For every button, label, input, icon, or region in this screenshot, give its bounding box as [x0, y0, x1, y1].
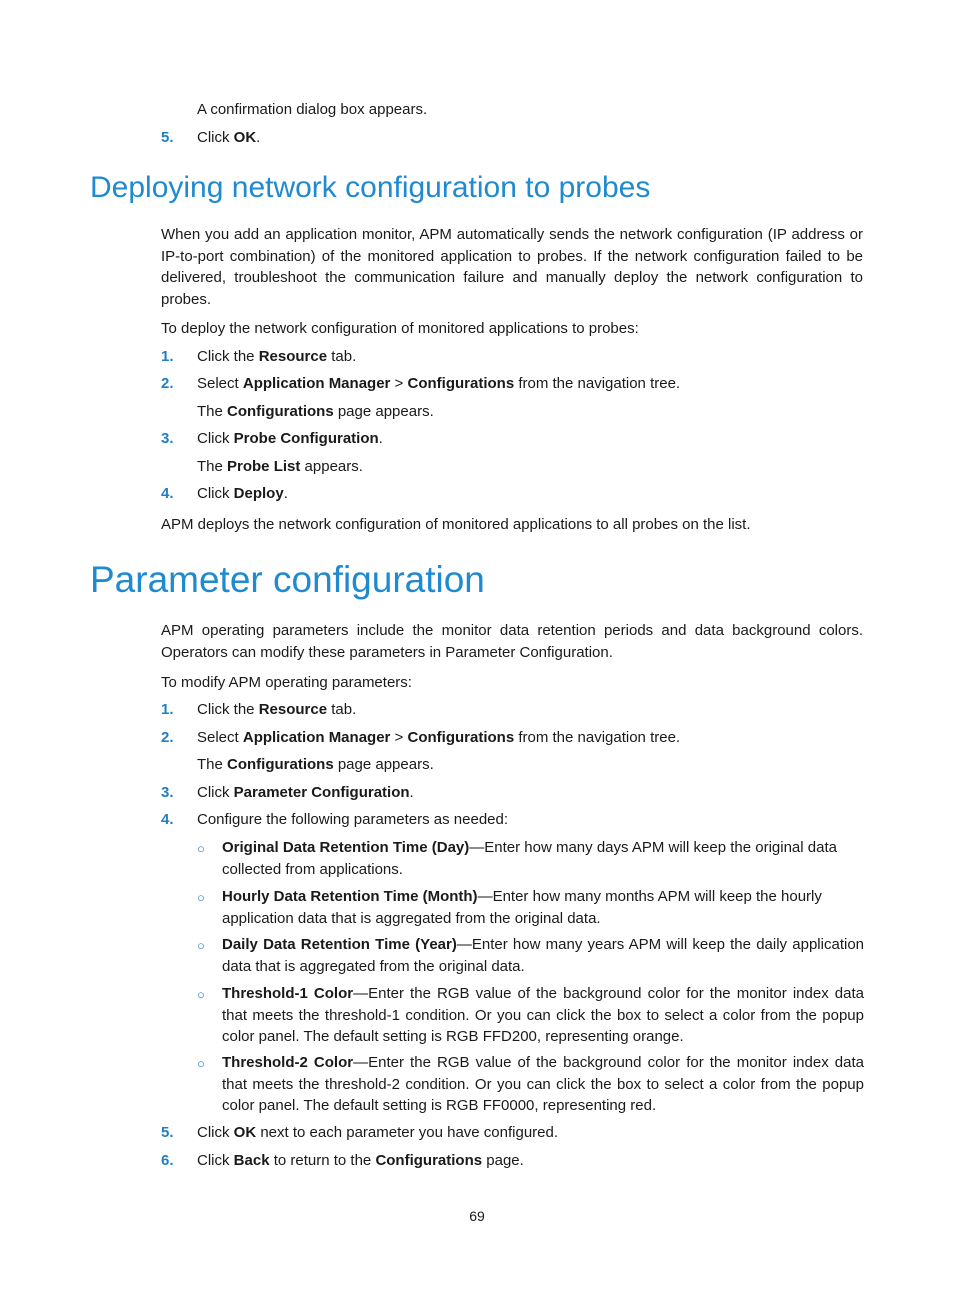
- bullet-circle-icon: ○: [197, 1056, 205, 1071]
- parameter-item: Threshold-2 Color—Enter the RGB value of the background color for the monitor index data that meets the threshold-2 condition. Or you can click the box to select a color from the popup color panel. The default setting is RGB FF0000, representing red.: [222, 1054, 865, 1114]
- closing-paragraph: APM deploys the network configuration of monitored applications to all probes on the list.: [161, 516, 751, 533]
- bullet-circle-icon: ○: [197, 890, 205, 905]
- confirmation-note: A confirmation dialog box appears.: [197, 101, 428, 118]
- bullet-circle-icon: ○: [197, 938, 205, 953]
- procedure-lead: To modify APM operating parameters:: [161, 674, 412, 691]
- step-number: 5.: [161, 129, 174, 146]
- step-number: 3.: [161, 784, 174, 801]
- bullet-circle-icon: ○: [197, 987, 205, 1002]
- section-paragraph: APM operating parameters include the monitor data retention periods and data background colors. Operators can modify these parameters in Parameter Configuration.: [161, 622, 863, 661]
- parameter-item: Threshold-1 Color—Enter the RGB value of the background color for the monitor index data that meets the threshold-1 condition. Or you can click the box to select a color from the popup color panel. The default setting is RGB FFD200, representing orange.: [222, 985, 865, 1045]
- step-text: Click the Resource tab.: [197, 348, 357, 365]
- step-text: Select Application Manager > Configurations from the navigation tree.: [197, 729, 681, 746]
- procedure-lead: To deploy the network configuration of monitored applications to probes:: [161, 320, 639, 337]
- step-text: Click Back to return to the Configurations page.: [197, 1152, 524, 1169]
- step-number: 3.: [161, 430, 174, 447]
- step-text: Click OK.: [197, 129, 261, 146]
- step-text: Click the Resource tab.: [197, 701, 357, 718]
- parameter-item: Daily Data Retention Time (Year)—Enter how many years APM will keep the daily application data that is aggregated from the original data.: [222, 936, 864, 975]
- step-text: Click Deploy.: [197, 485, 288, 502]
- bullet-circle-icon: ○: [197, 841, 205, 856]
- step-text: Select Application Manager > Configurations from the navigation tree.: [197, 375, 681, 392]
- step-number: 6.: [161, 1152, 174, 1169]
- step-number: 1.: [161, 348, 174, 365]
- step-text: Configure the following parameters as needed:: [197, 811, 509, 828]
- step-text: Click Probe Configuration.: [197, 430, 383, 447]
- step-text: Click OK next to each parameter you have configured.: [197, 1124, 559, 1141]
- section-paragraph: When you add an application monitor, APM automatically sends the network configuration (IP address or IP-to-port combination) of the monitored application to probes. If the network configuration failed to be delivered, troubleshoot the communication failure and manually deploy the network configuration to probes.: [161, 226, 863, 308]
- step-text: Click Parameter Configuration.: [197, 784, 414, 801]
- step-note: The Probe List appears.: [197, 458, 363, 475]
- step-note: The Configurations page appears.: [197, 403, 434, 420]
- step-number: 2.: [161, 729, 174, 746]
- page-number: 69: [469, 1208, 485, 1224]
- section-heading: Parameter configuration: [90, 559, 485, 600]
- step-number: 5.: [161, 1124, 174, 1141]
- step-number: 2.: [161, 375, 174, 392]
- parameter-item: Hourly Data Retention Time (Month)—Enter how many months APM will keep the hourly application data that is aggregated from the original data.: [222, 888, 822, 927]
- step-number: 1.: [161, 701, 174, 718]
- step-number: 4.: [161, 485, 174, 502]
- step-note: The Configurations page appears.: [197, 756, 434, 773]
- parameter-item: Original Data Retention Time (Day)—Enter how many days APM will keep the original data collected from applications.: [222, 839, 837, 878]
- step-number: 4.: [161, 811, 174, 828]
- section-heading: Deploying network configuration to probes: [90, 171, 651, 204]
